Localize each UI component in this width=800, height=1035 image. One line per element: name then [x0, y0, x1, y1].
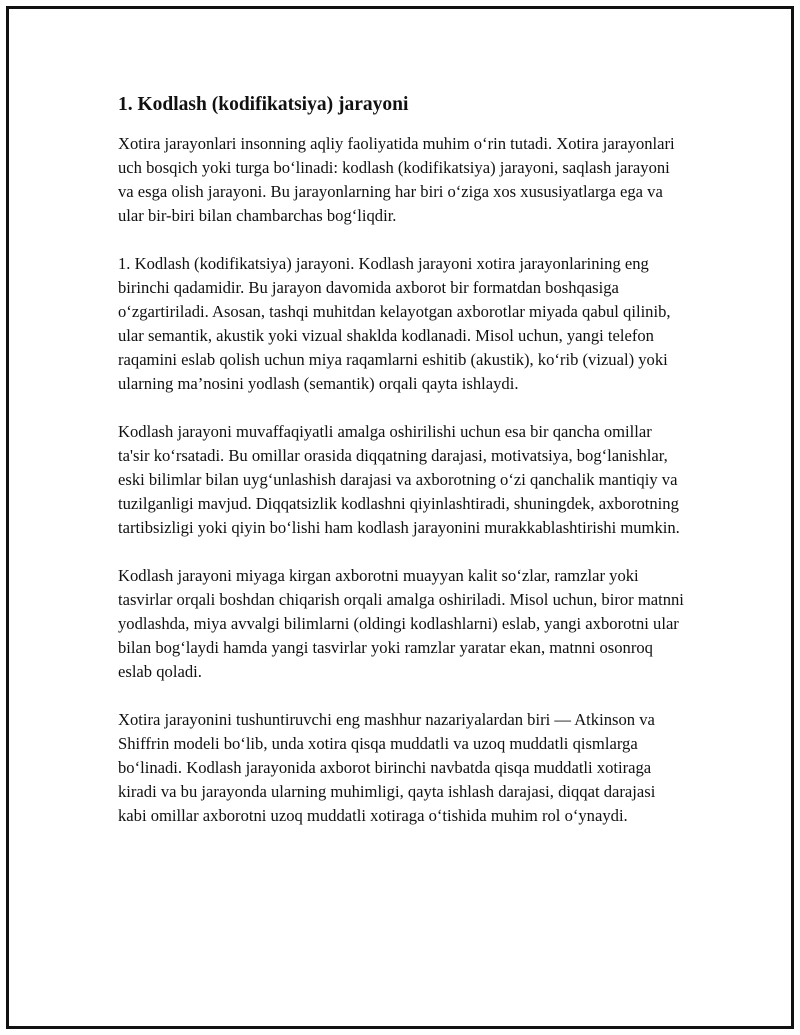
- paragraph-encoding-factors: Kodlash jarayoni muvaffaqiyatli amalga oshirilishi uchun esa bir qancha omillar ta'sir ko‘rsatadi. Bu omillar orasida diqqatning darajasi, motivatsiya, bog‘lanishlar, eski bilimlar bilan uyg‘unlashish darajasi va axborotning o‘zi qanchalik mantiqiy va tuzilganligi mavjud. Diqqatsizlik kodlashni qiyinlashtiradi, shuningdek, axborotning tartibsizligi yoki qiyin bo‘lishi ham kodlash jarayonini murakkablashtirishi mumkin.: [118, 422, 680, 537]
- paragraph-intro: Xotira jarayonlari insonning aqliy faoliyatida muhim o‘rin tutadi. Xotira jarayonlari uch bosqich yoki turga bo‘linadi: kodlash (kodifikatsiya) jarayoni, saqlash jarayoni va esga olish jarayoni. Bu jarayonlarning har biri o‘ziga xos xususiyatlarga ega va ular bir-biri bilan chambarchas bog‘liqdir.: [118, 134, 675, 225]
- document-body: [118, 92, 684, 852]
- paragraph-encoding-definition: 1. Kodlash (kodifikatsiya) jarayoni. Kodlash jarayoni xotira jarayonlarining eng birinchi qadamidir. Bu jarayon davomida axborot bir formatdan boshqasiga o‘zgartiriladi. Asosan, tashqi muhitdan kelayotgan axborotlar miyada qabul qilinib, ular semantik, akustik yoki vizual shaklda kodlanadi. Misol uchun, yangi telefon raqamini eslab qolish uchun miya raqamlarni eshitib (akustik), ko‘rib (vizual) yoki ularning ma’nosini yodlash (semantik) orqali qayta ishlaydi.: [118, 254, 671, 393]
- section-heading: 1. Kodlash (kodifikatsiya) jarayoni: [118, 94, 409, 115]
- paragraph-encoding-mechanism: Kodlash jarayoni miyaga kirgan axborotni muayyan kalit so‘zlar, ramzlar yoki tasvirlar orqali boshdan chiqarish orqali amalga oshiriladi. Misol uchun, biror matnni yodlashda, miya avvalgi bilimlarni (oldingi kodlashlarni) eslab, yangi axborotni ular bilan bog‘laydi hamda yangi tasvirlar yoki ramzlar yaratar ekan, matnni osonroq eslab qoladi.: [118, 566, 684, 681]
- paragraph-atkinson-shiffrin: Xotira jarayonini tushuntiruvchi eng mashhur nazariyalardan biri — Atkinson va Shiffrin modeli bo‘lib, unda xotira qisqa muddatli va uzoq muddatli qismlarga bo‘linadi. Kodlash jarayonida axborot birinchi navbatda qisqa muddatli xotiraga kiradi va bu jarayonda ularning muhimligi, qayta ishlash darajasi, diqqat darajasi kabi omillar axborotni uzoq muddatli xotiraga o‘tishida muhim rol o‘ynaydi.: [118, 710, 656, 825]
